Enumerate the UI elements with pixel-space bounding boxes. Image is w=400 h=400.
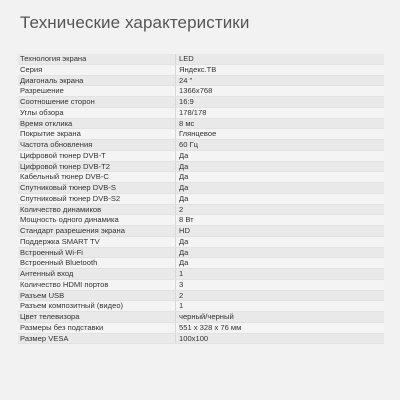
spec-label: Мощность одного динамика <box>18 215 176 225</box>
spec-value: Да <box>179 150 189 160</box>
spec-row <box>18 301 384 312</box>
spec-label: Соотношение сторон <box>18 97 176 107</box>
spec-label: Цвет телевизора <box>18 312 176 322</box>
spec-label: Кабельный тюнер DVB-C <box>18 172 176 182</box>
spec-row <box>18 323 384 334</box>
spec-label: Технология экрана <box>18 54 176 64</box>
spec-value: 1 <box>179 301 184 311</box>
spec-value: Да <box>179 161 189 171</box>
spec-value: 8 Вт <box>179 215 194 225</box>
spec-label: Разъем USB <box>18 291 176 301</box>
spec-label: Серия <box>18 65 176 75</box>
spec-value: Яндекс.ТВ <box>179 64 217 74</box>
spec-row <box>18 86 384 97</box>
spec-value: 16:9 <box>179 97 194 106</box>
spec-value: 1366x768 <box>179 86 213 96</box>
spec-label: Размер VESA <box>18 334 176 344</box>
spec-value: HD <box>179 226 190 235</box>
spec-value: Да <box>179 172 189 182</box>
spec-label: Цифровой тюнер DVB-T <box>18 151 176 161</box>
spec-row <box>18 183 384 194</box>
spec-label: Покрытие экрана <box>18 129 176 139</box>
spec-row <box>18 97 384 108</box>
spec-row <box>18 258 384 269</box>
spec-row <box>18 291 384 302</box>
spec-label: Количество HDMI портов <box>18 280 176 290</box>
spec-label: Стандарт разрешения экрана <box>18 226 176 236</box>
spec-label: Частота обновления <box>18 140 176 150</box>
spec-value: 60 Гц <box>179 140 199 149</box>
spec-row <box>18 76 384 87</box>
spec-value: Да <box>179 236 189 246</box>
spec-row <box>18 162 384 173</box>
spec-value: 8 мс <box>179 118 195 128</box>
spec-row <box>18 269 384 280</box>
spec-row <box>18 215 384 226</box>
spec-label: Разъем композитный (видео) <box>18 301 176 311</box>
spec-row <box>18 119 384 130</box>
spec-value: 3 <box>179 279 184 289</box>
spec-label: Спутниковый тюнер DVB-S <box>18 183 176 193</box>
spec-value: Да <box>179 247 189 257</box>
spec-row <box>18 237 384 248</box>
spec-label: Цифровой тюнер DVB-T2 <box>18 162 176 172</box>
spec-value: черный/черный <box>179 312 234 321</box>
spec-value: 1 <box>179 269 184 278</box>
spec-label: Поддержка SMART TV <box>18 237 176 247</box>
spec-row <box>18 140 384 151</box>
spec-label: Антенный вход <box>18 269 176 279</box>
spec-label: Время отклика <box>18 119 176 129</box>
spec-value: 2 <box>179 290 184 300</box>
spec-row <box>18 205 384 216</box>
spec-label: Углы обзора <box>18 108 176 118</box>
spec-label: Спутниковый тюнер DVB-S2 <box>18 194 176 204</box>
spec-value: Глянцевое <box>179 129 217 139</box>
spec-label: Встроенный Bluetooth <box>18 258 176 268</box>
spec-row <box>18 334 384 345</box>
spec-value: LED <box>179 54 194 63</box>
spec-value: Да <box>179 183 189 192</box>
spec-row <box>18 151 384 162</box>
spec-row <box>18 65 384 76</box>
spec-value: Да <box>179 193 189 203</box>
spec-label: Разрешение <box>18 86 176 96</box>
spec-row <box>18 194 384 205</box>
spec-row <box>18 129 384 140</box>
spec-row <box>18 280 384 291</box>
spec-row <box>18 226 384 237</box>
spec-label: Встроенный Wi-Fi <box>18 248 176 258</box>
spec-value: 551 x 328 x 76 мм <box>179 322 242 332</box>
spec-row <box>18 172 384 183</box>
spec-label: Размеры без подставки <box>18 323 176 333</box>
page-title: Технические характеристики <box>20 13 250 32</box>
spec-row <box>18 248 384 259</box>
spec-label: Количество динамиков <box>18 205 176 215</box>
spec-row <box>18 54 384 65</box>
spec-value: 2 <box>179 204 184 214</box>
spec-table <box>18 54 384 344</box>
spec-value: 24 " <box>179 75 193 85</box>
spec-row <box>18 312 384 323</box>
spec-value: 178/178 <box>179 107 207 117</box>
spec-row <box>18 108 384 119</box>
spec-value: Да <box>179 258 189 268</box>
spec-value: 100x100 <box>179 333 209 343</box>
spec-label: Диагональ экрана <box>18 76 176 86</box>
